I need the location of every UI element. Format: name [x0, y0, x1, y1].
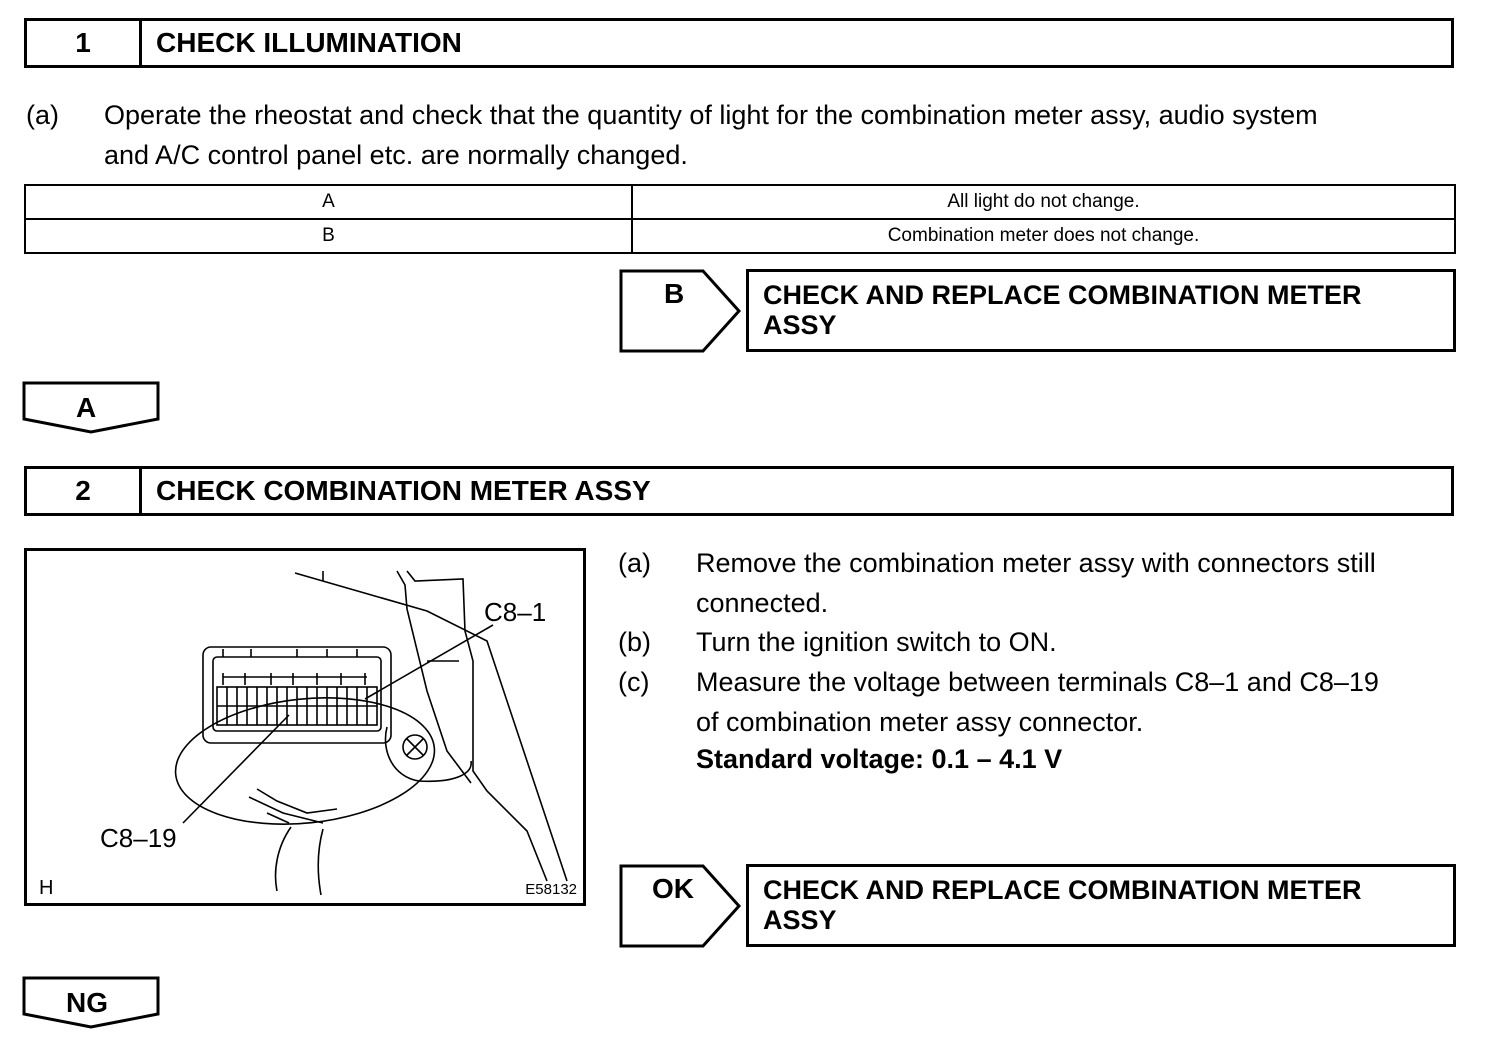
- branch-action-line2: ASSY: [763, 905, 837, 935]
- instruction-label: (a): [26, 100, 59, 130]
- instruction-label: (b): [618, 627, 651, 657]
- instruction-text-line2: and A/C control panel etc. are normally changed.: [104, 140, 688, 170]
- step-2-instruction-b: [618, 622, 1468, 662]
- connector-illustration: [24, 548, 586, 906]
- instruction-label: (c): [618, 667, 650, 697]
- instruction-text-line1: Operate the rheostat and check that the quantity of light for the combination meter assy, audio system: [104, 100, 1318, 130]
- branch-action-box-2: [746, 864, 1456, 947]
- result-table: [24, 184, 1456, 254]
- instruction-text-line1: Measure the voltage between terminals C8–1 and C8–19: [696, 667, 1379, 697]
- step-2-header: [24, 466, 1454, 516]
- next-tag-ng: NG: [66, 987, 108, 1018]
- branch-action-line1: CHECK AND REPLACE COMBINATION METER: [763, 875, 1362, 905]
- label-c8-19: C8–19: [100, 823, 177, 853]
- step-2-title: CHECK COMBINATION METER ASSY: [156, 475, 651, 506]
- step-2-instruction-a: [618, 543, 1468, 623]
- instruction-text-line2: of combination meter assy connector.: [696, 707, 1144, 737]
- step-1-number: 1: [27, 21, 142, 65]
- instruction-label: (a): [618, 548, 651, 578]
- instruction-text-line1: Remove the combination meter assy with connectors still: [696, 548, 1376, 578]
- instruction-text-line2: connected.: [696, 588, 829, 618]
- result-text-cell: All light do not change.: [632, 185, 1455, 219]
- branch-action-box-1: [746, 269, 1456, 352]
- table-row: [25, 185, 1455, 219]
- table-row: [25, 219, 1455, 253]
- step-2-instruction-c: [618, 662, 1468, 742]
- instruction-text-line1: Turn the ignition switch to ON.: [696, 627, 1057, 657]
- step-1-header: [24, 18, 1454, 68]
- figure-code: E58132: [525, 881, 577, 898]
- branch-tag-b: B: [664, 278, 685, 309]
- result-text-cell: Combination meter does not change.: [632, 219, 1455, 253]
- standard-voltage: Standard voltage: 0.1 – 4.1 V: [696, 744, 1063, 774]
- step-2-number: 2: [27, 469, 142, 513]
- branch-tag-ok: OK: [652, 873, 694, 904]
- step-1-title: CHECK ILLUMINATION: [156, 27, 462, 58]
- step-1-instruction: [26, 95, 1466, 175]
- branch-action-line2: ASSY: [763, 310, 837, 340]
- label-c8-1: C8–1: [484, 597, 547, 627]
- figure-corner-letter: H: [39, 877, 54, 899]
- result-code-cell: B: [25, 219, 632, 253]
- branch-action-line1: CHECK AND REPLACE COMBINATION METER: [763, 280, 1362, 310]
- next-tag-a: A: [76, 392, 97, 423]
- result-code-cell: A: [25, 185, 632, 219]
